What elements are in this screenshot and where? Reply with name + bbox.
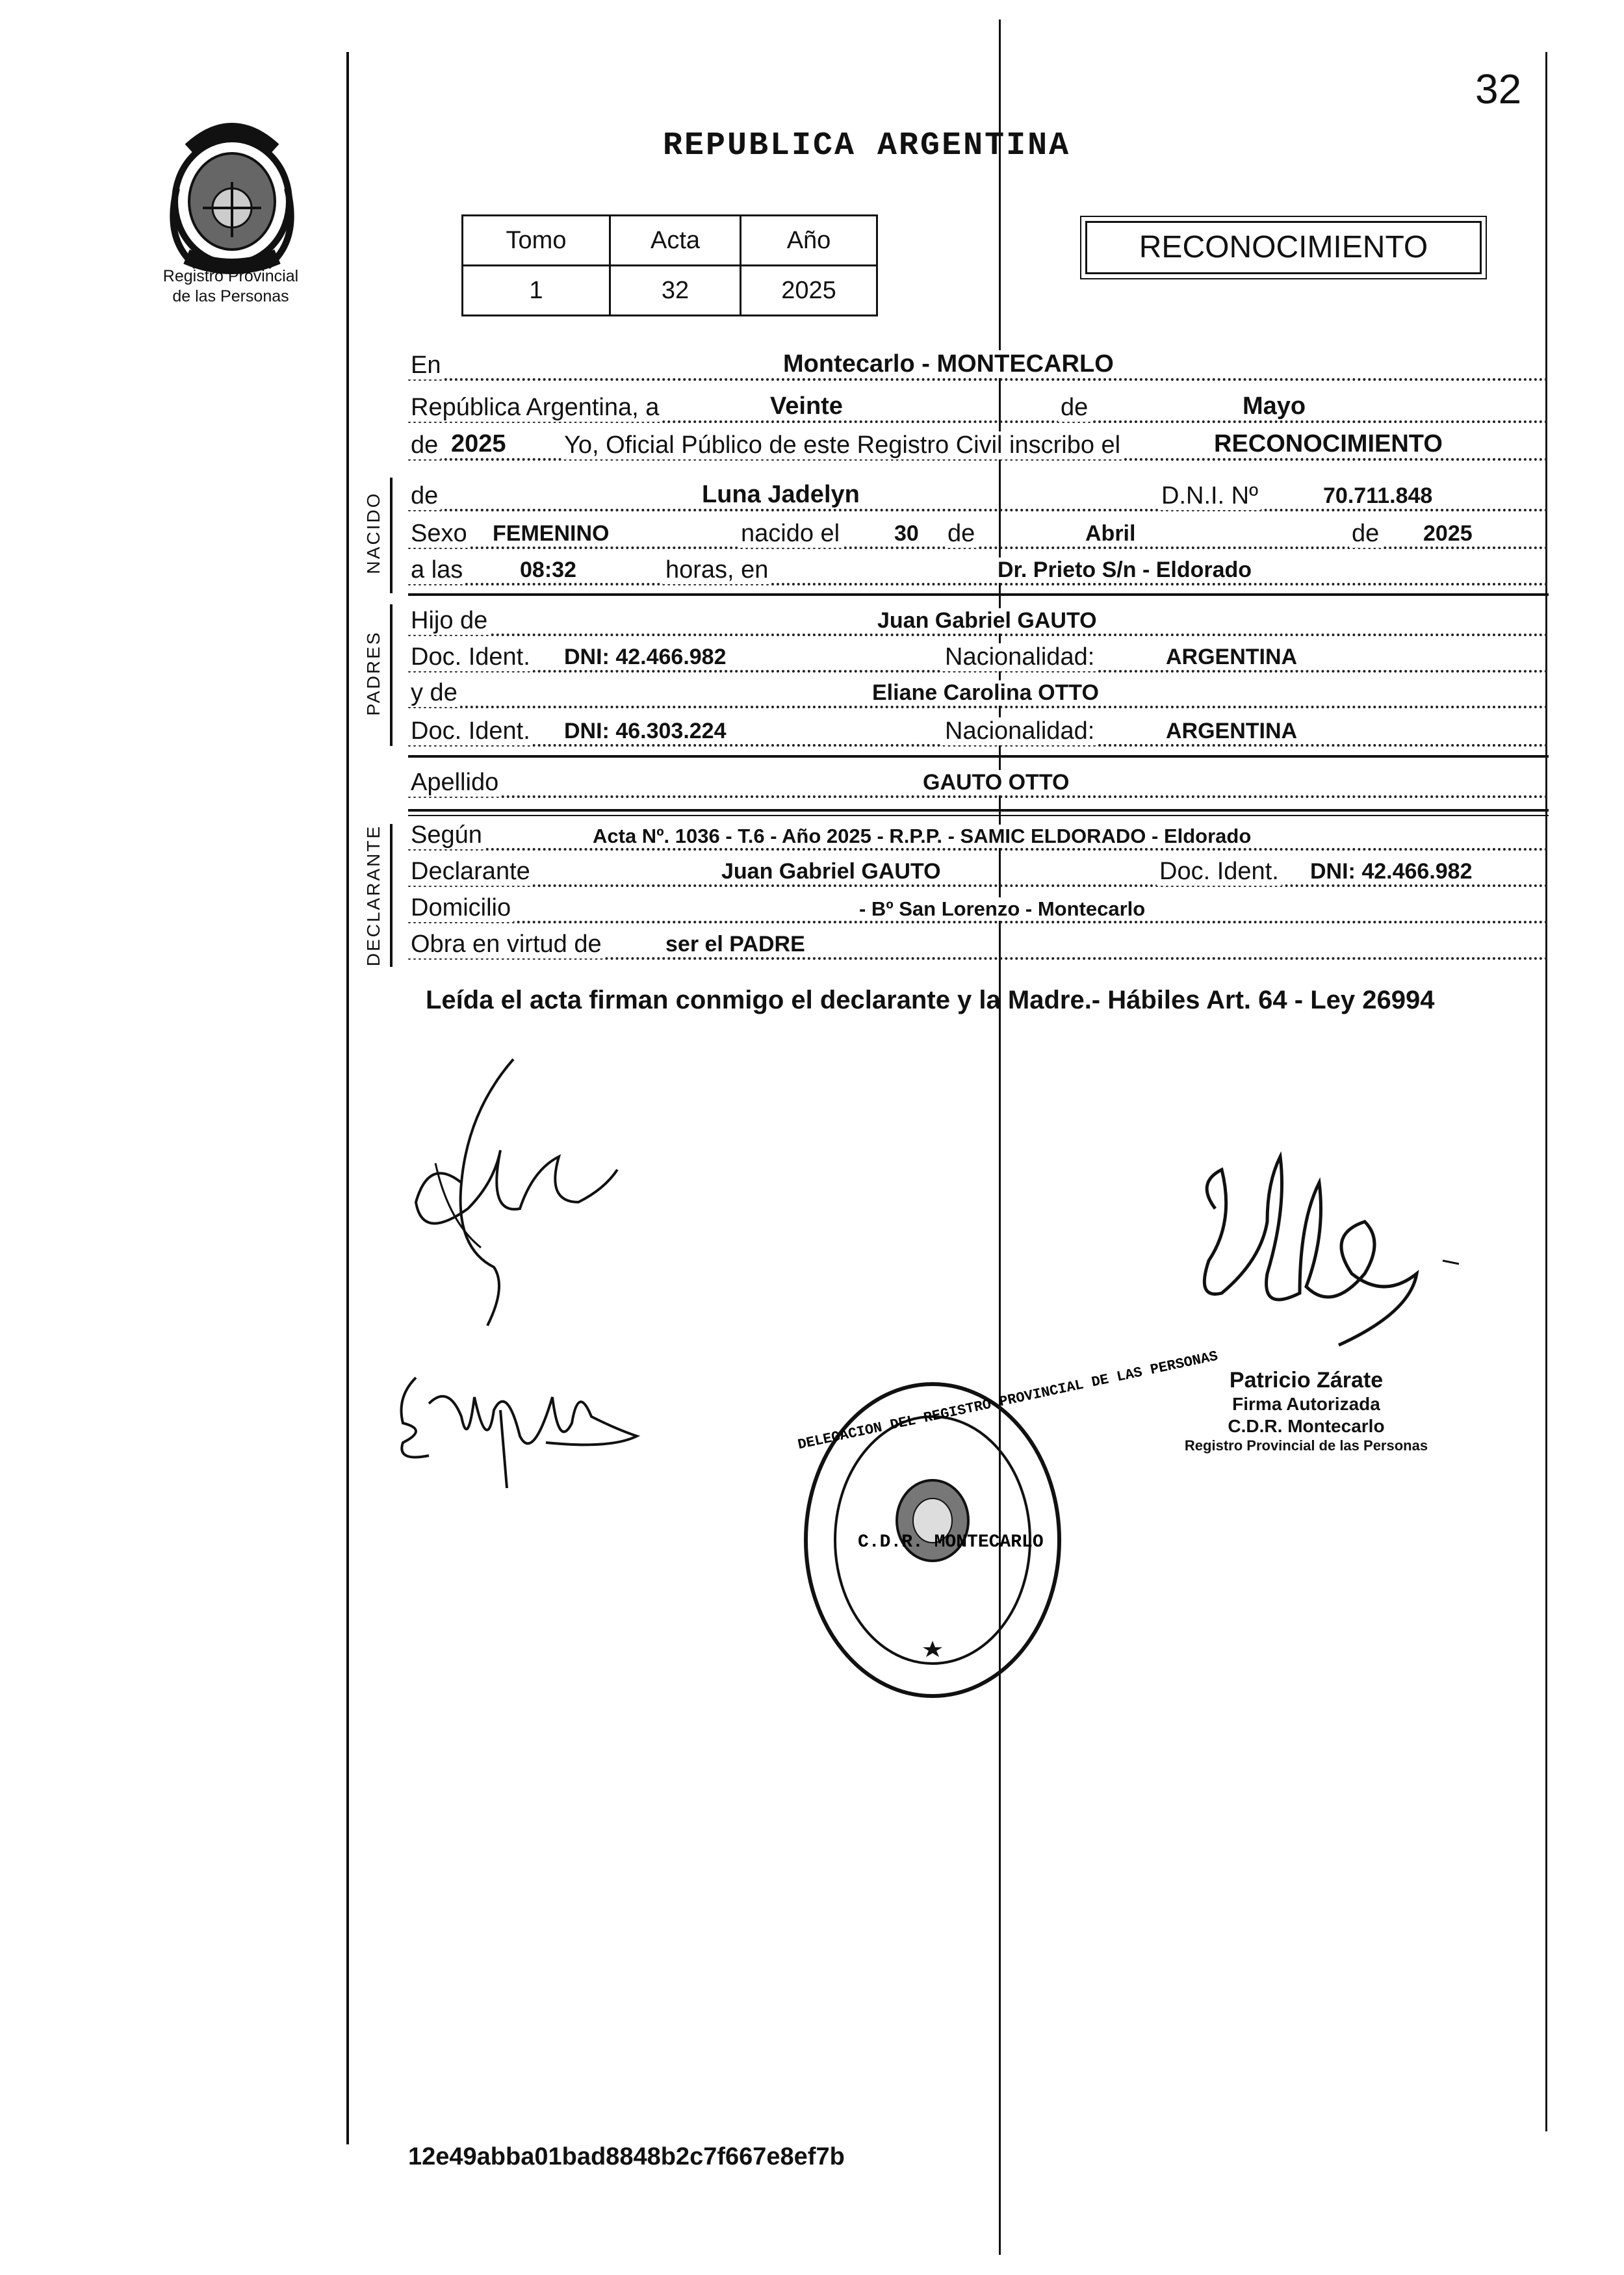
value-mother-name: Eliane Carolina OTTO bbox=[872, 680, 1099, 705]
row-nacido-time bbox=[408, 557, 1549, 589]
label-obra: Obra en virtud de bbox=[408, 931, 604, 958]
label-nacido-el: nacido el bbox=[738, 520, 842, 548]
label-domicilio: Domicilio bbox=[408, 894, 513, 922]
label-y-de: y de bbox=[408, 679, 460, 707]
document-title: REPUBLICA ARGENTINA bbox=[663, 127, 1071, 164]
row-mother-doc bbox=[408, 718, 1549, 751]
label-de: de bbox=[408, 482, 441, 510]
label-de: de bbox=[1058, 394, 1090, 422]
nacido-bracket bbox=[390, 478, 393, 593]
label-de-year: de bbox=[1349, 520, 1382, 548]
value-father-name: Juan Gabriel GAUTO bbox=[877, 608, 1097, 633]
value-sexo: FEMENINO bbox=[493, 521, 610, 546]
value-place: Montecarlo - MONTECARLO bbox=[783, 350, 1114, 378]
declarante-bracket bbox=[390, 824, 393, 967]
label-de2: de bbox=[408, 431, 441, 459]
page-number: 32 bbox=[1475, 66, 1522, 112]
row-obra bbox=[408, 931, 1549, 964]
label-hijo-de: Hijo de bbox=[408, 607, 490, 635]
label-doc-ident: Doc. Ident. bbox=[408, 717, 533, 745]
value-mother-nationality: ARGENTINA bbox=[1166, 719, 1298, 743]
label-registrar: Yo, Oficial Público de este Registro Civil inscribo el bbox=[561, 431, 1123, 459]
value-birth-time: 08:32 bbox=[520, 558, 576, 582]
value-apellido: GAUTO OTTO bbox=[923, 770, 1070, 795]
signer-office: C.D.R. Montecarlo bbox=[1228, 1416, 1385, 1436]
row-mother bbox=[408, 680, 1549, 712]
padres-bracket bbox=[390, 604, 393, 746]
stamp-ring-text: DELEGACION DEL REGISTRO PROVINCIAL DE LAS PERSONAS bbox=[796, 1348, 1220, 1454]
value-father-doc: DNI: 42.466.982 bbox=[564, 645, 727, 669]
value-declarante-doc: DNI: 42.466.982 bbox=[1310, 859, 1473, 884]
declarant-signature-1 bbox=[390, 1053, 624, 1332]
dotted-line bbox=[408, 848, 1549, 851]
mother-signature bbox=[390, 1358, 643, 1495]
section-divider bbox=[408, 593, 1549, 596]
label-de-month: de bbox=[945, 520, 977, 548]
row-nacido-name bbox=[408, 483, 1549, 515]
value-birth-year: 2025 bbox=[1423, 521, 1473, 546]
label-dni: D.N.I. Nº bbox=[1159, 482, 1261, 510]
label-horas-en: horas, en bbox=[663, 556, 771, 584]
value-obra: ser el PADRE bbox=[665, 932, 805, 957]
value-father-nationality: ARGENTINA bbox=[1166, 645, 1298, 669]
label-en: En bbox=[408, 352, 443, 379]
dotted-line bbox=[408, 583, 1549, 585]
value-acta: 32 bbox=[610, 266, 741, 316]
value-declarante-name: Juan Gabriel GAUTO bbox=[721, 859, 941, 884]
label-doc-ident: Doc. Ident. bbox=[1157, 858, 1282, 886]
registry-caption-line1: Registro Provincial bbox=[162, 267, 299, 285]
value-mother-doc: DNI: 46.303.224 bbox=[564, 719, 727, 743]
row-declarante bbox=[408, 858, 1549, 891]
padres-section-label: PADRES bbox=[363, 630, 383, 716]
value-year: 2025 bbox=[451, 430, 506, 457]
row-registrar bbox=[408, 432, 1549, 465]
section-divider bbox=[408, 755, 1549, 758]
registry-caption bbox=[97, 266, 364, 307]
row-domicilio bbox=[408, 895, 1549, 927]
value-day: Veinte bbox=[770, 392, 843, 420]
header-tomo: Tomo bbox=[463, 216, 610, 266]
value-ano: 2025 bbox=[741, 266, 877, 316]
left-margin-line bbox=[346, 52, 349, 2144]
signer-name: Patricio Zárate bbox=[1229, 1368, 1384, 1393]
label-nacionalidad: Nacionalidad: bbox=[942, 717, 1097, 745]
dotted-line bbox=[408, 921, 1549, 923]
record-table-value-row bbox=[463, 266, 877, 316]
official-signature bbox=[1170, 1144, 1469, 1358]
declarante-section-label: DECLARANTE bbox=[363, 824, 383, 967]
dotted-line bbox=[408, 884, 1549, 887]
row-date bbox=[408, 394, 1549, 427]
label-declarante: Declarante bbox=[408, 858, 533, 886]
value-birth-place: Dr. Prieto S/n - Eldorado bbox=[998, 558, 1252, 582]
row-apellido bbox=[408, 769, 1549, 802]
label-nacionalidad: Nacionalidad: bbox=[942, 643, 1097, 671]
document-hash: 12e49abba01bad8848b2c7f667e8ef7b bbox=[408, 2143, 845, 2170]
value-tomo: 1 bbox=[463, 266, 610, 316]
dotted-line bbox=[408, 795, 1549, 798]
row-father bbox=[408, 608, 1549, 640]
label-sexo: Sexo bbox=[408, 520, 470, 548]
act-type-box: RECONOCIMIENTO bbox=[1085, 221, 1482, 274]
dotted-line bbox=[408, 378, 1549, 381]
section-divider bbox=[408, 809, 1549, 812]
dotted-line bbox=[408, 634, 1549, 636]
row-nacido-sexo bbox=[408, 521, 1549, 553]
section-divider bbox=[408, 815, 1549, 816]
registry-caption-line2: de las Personas bbox=[172, 287, 289, 305]
label-apellido: Apellido bbox=[408, 769, 501, 797]
official-signer-block bbox=[1150, 1368, 1462, 1454]
record-table bbox=[461, 214, 878, 316]
record-table-header-row bbox=[463, 216, 877, 266]
dotted-line bbox=[408, 706, 1549, 708]
value-segun: Acta Nº. 1036 - T.6 - Año 2025 - R.P.P. - SAMIC ELDORADO - Eldorado bbox=[593, 825, 1252, 847]
value-act-type: RECONOCIMIENTO bbox=[1214, 430, 1443, 457]
row-segun bbox=[408, 822, 1549, 855]
label-republica: República Argentina, a bbox=[408, 394, 662, 422]
nacido-section-label: NACIDO bbox=[363, 491, 383, 574]
value-child-dni: 70.711.848 bbox=[1323, 483, 1433, 508]
header-ano: Año bbox=[741, 216, 877, 266]
signer-role: Firma Autorizada bbox=[1232, 1394, 1380, 1414]
misiones-coat-of-arms-logo bbox=[151, 110, 313, 279]
label-doc-ident: Doc. Ident. bbox=[408, 643, 533, 671]
value-month: Mayo bbox=[1243, 392, 1306, 420]
header-acta: Acta bbox=[610, 216, 741, 266]
stamp-inner-text: C.D.R. MONTECARLO bbox=[858, 1532, 1044, 1552]
registry-seal-stamp bbox=[796, 1348, 1220, 1703]
value-birth-month: Abril bbox=[1085, 521, 1136, 546]
signer-org: Registro Provincial de las Personas bbox=[1184, 1437, 1428, 1454]
label-segun: Según bbox=[408, 821, 485, 849]
closing-statement: Leída el acta firman conmigo el declarante y la Madre.- Hábiles Art. 64 - Ley 26994 bbox=[426, 986, 1435, 1014]
value-birth-day: 30 bbox=[894, 521, 919, 546]
row-en bbox=[408, 352, 1549, 385]
row-father-doc bbox=[408, 644, 1549, 676]
dotted-line bbox=[408, 509, 1549, 511]
value-domicilio: - Bº San Lorenzo - Montecarlo bbox=[859, 897, 1146, 920]
label-a-las: a las bbox=[408, 556, 465, 584]
value-child-name: Luna Jadelyn bbox=[702, 481, 860, 508]
